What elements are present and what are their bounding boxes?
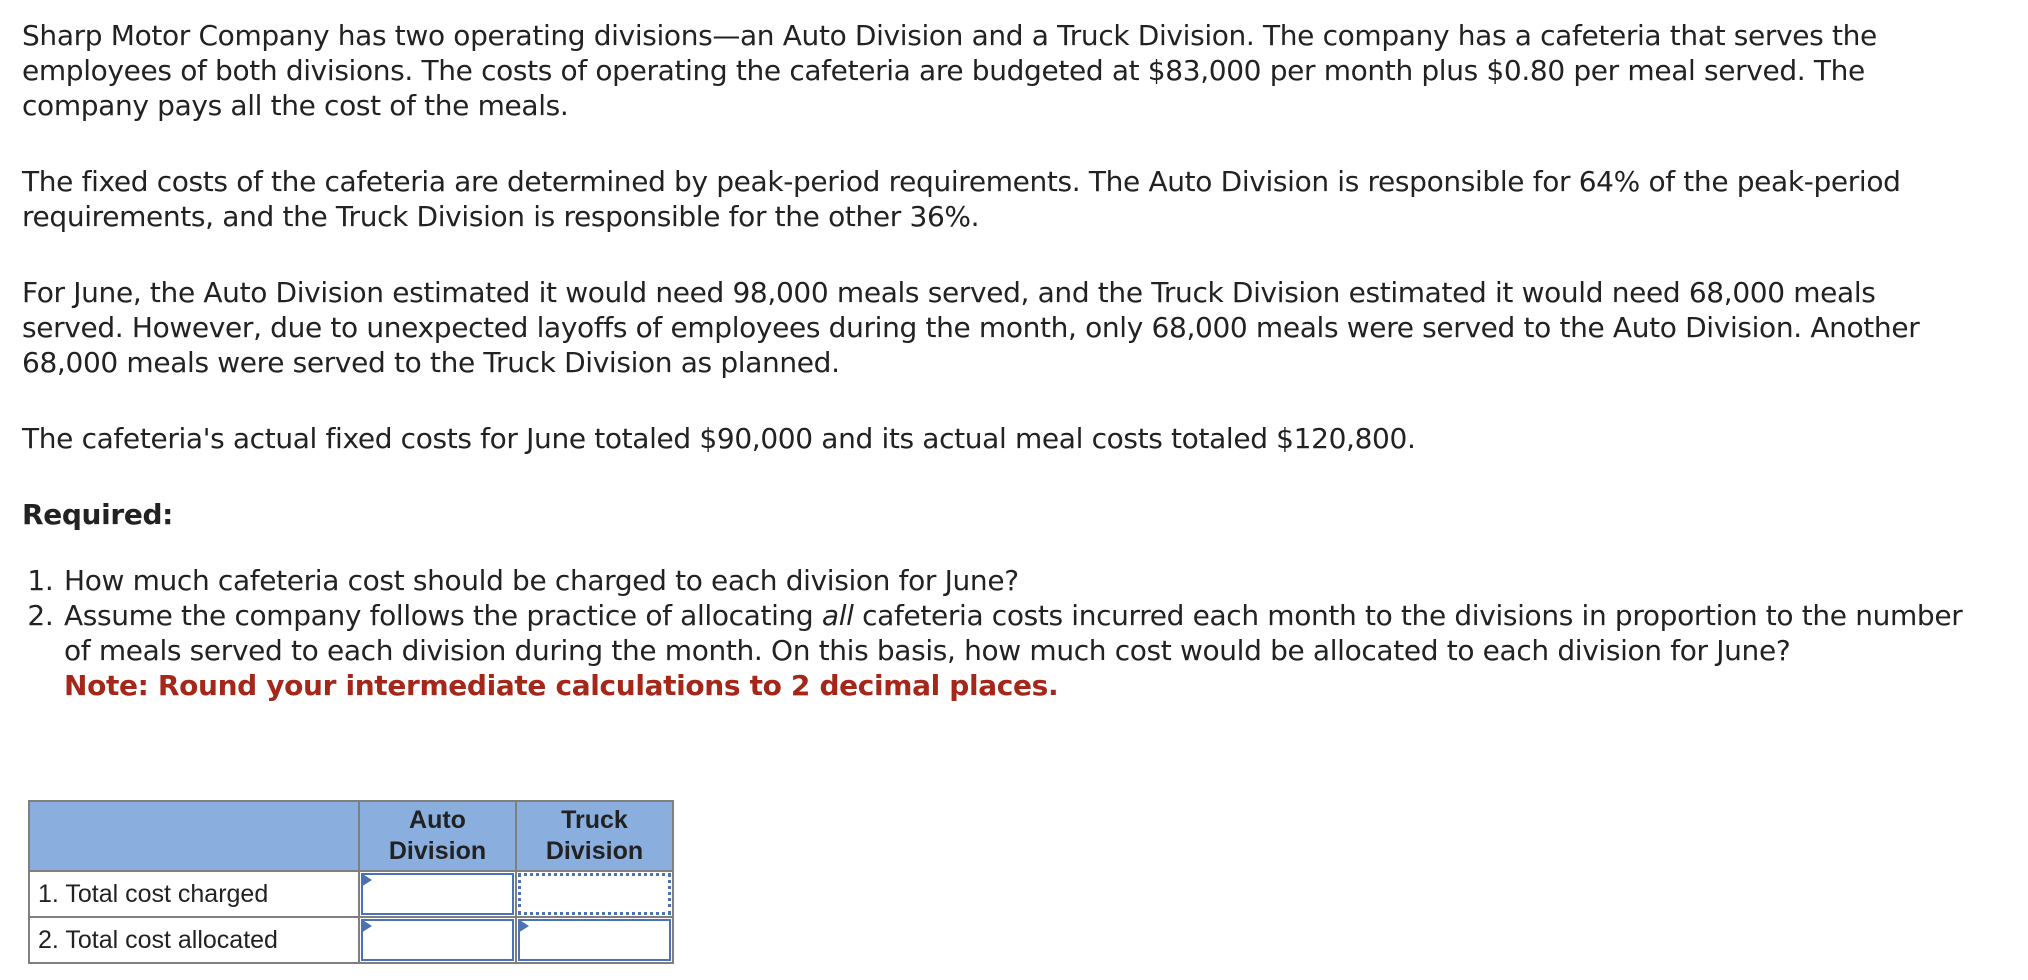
problem-paragraph-3: For June, the Auto Division estimated it would need 98,000 meals served, and the Truck Division estimated it would need 68,000 meals served. However, due to unexpected layoffs of employees during the month, only 68,000 meals were served to the Auto Division. Another 68,000 meals were served to the Truck Division as planned.: [22, 276, 1920, 379]
problem-paragraph-2: The fixed costs of the cafeteria are determined by peak-period requirements. The Auto Division is responsible for 64% of the peak-period requirements, and the Truck Division is responsible for the other 36%.: [22, 165, 1901, 233]
input-flag-icon: [361, 873, 372, 887]
row-label-total-cost-allocated: 2. Total cost allocated: [29, 917, 359, 963]
table-header-row: [29, 801, 673, 871]
cell-allocated-truck: [516, 917, 673, 963]
input-flag-icon: [518, 919, 529, 933]
header-auto-division: Auto Division: [359, 801, 516, 871]
input-allocated-auto[interactable]: [361, 919, 514, 961]
requirement-item-2: [62, 598, 1982, 703]
header-blank: [29, 801, 359, 871]
requirement-item-1: [62, 563, 1982, 598]
input-flag-icon: [361, 919, 372, 933]
problem-content: [22, 18, 1982, 703]
requirement-2-text-after: cafeteria costs incurred each month to the divisions in proportion to the number of meals served to each division during the month. On this basis, how much cost would be allocated to each division for June?: [64, 599, 1963, 667]
input-charged-auto[interactable]: [361, 873, 514, 915]
required-heading: Required:: [22, 498, 174, 531]
header-truck-division: Truck Division: [516, 801, 673, 871]
requirement-2-emphasis: all: [821, 599, 854, 632]
cell-allocated-auto: [359, 917, 516, 963]
table-row-total-cost-charged: [29, 871, 673, 917]
requirement-1-text: How much cafeteria cost should be charged to each division for June?: [64, 564, 1019, 597]
rounding-note: Note: Round your intermediate calculations to 2 decimal places.: [64, 669, 1059, 702]
cell-charged-auto: [359, 871, 516, 917]
cell-charged-truck: [516, 871, 673, 917]
answer-table: [28, 800, 674, 964]
row-label-total-cost-charged: 1. Total cost charged: [29, 871, 359, 917]
input-charged-truck[interactable]: [518, 873, 671, 915]
input-allocated-truck[interactable]: [518, 919, 671, 961]
table-row-total-cost-allocated: [29, 917, 673, 963]
requirements-list: [22, 563, 1982, 703]
problem-paragraph-4: The cafeteria's actual fixed costs for June totaled $90,000 and its actual meal costs totaled $120,800.: [22, 422, 1416, 455]
requirement-2-text-before: Assume the company follows the practice of allocating: [64, 599, 822, 632]
problem-paragraph-1: Sharp Motor Company has two operating divisions—an Auto Division and a Truck Division. The company has a cafeteria that serves the employees of both divisions. The costs of operating the cafeteria are budgeted at $83,000 per month plus $0.80 per meal served. The company pays all the cost of the meals.: [22, 19, 1877, 122]
